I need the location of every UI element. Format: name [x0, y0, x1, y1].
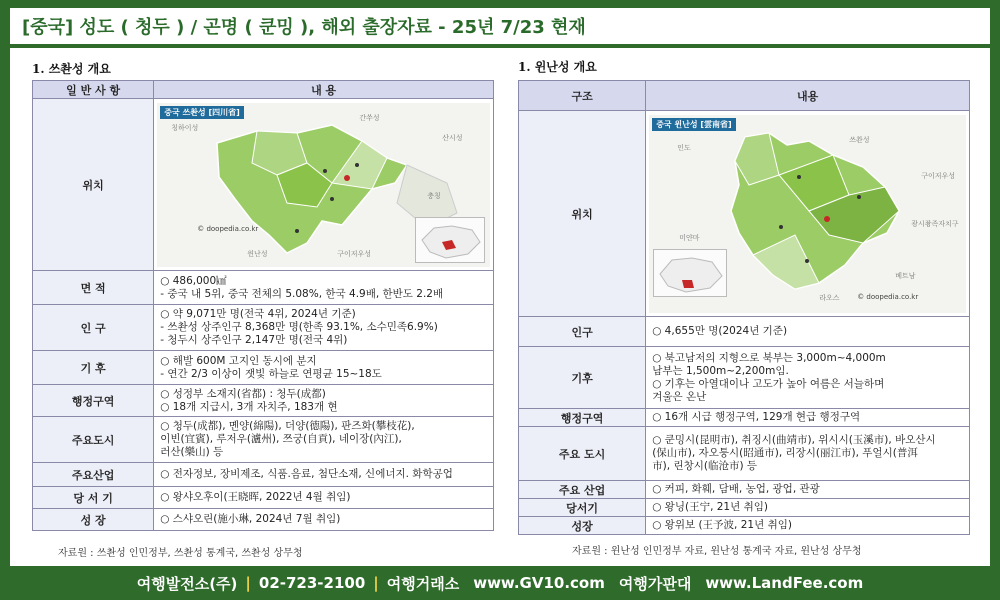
content-line: 이빈(宜賓), 루저우(瀘州), 쯔궁(自貢), 네이장(內江), — [160, 433, 402, 445]
content-line: ○ 청두(成都), 몐양(綿陽), 더양(德陽), 판즈화(攀枝花), — [160, 420, 415, 432]
row-content — [646, 317, 970, 347]
content-line: ○ 18개 지급시, 3개 자치주, 183개 현 — [160, 400, 338, 413]
table-row — [33, 487, 494, 509]
content-line: 市), 린창시(临沧市) 등 — [652, 460, 758, 472]
content-line: 러산(樂山) 등 — [160, 446, 224, 458]
content-line: 남부는 1,500m~2,200m임. — [652, 364, 789, 377]
content-line: (保山市), 자오퉁시(昭通市), 리장시(丽江市), 푸얼시(普洱 — [652, 447, 918, 459]
footer-separator: | — [245, 574, 251, 592]
map-label: 광시좡족자치구 — [911, 219, 959, 228]
yunnan-map-cell — [646, 111, 970, 317]
footer-market-url[interactable]: www.LandFee.com — [705, 574, 864, 592]
row-label: 성 장 — [33, 509, 154, 531]
sichuan-table — [32, 80, 494, 531]
table-row — [33, 385, 494, 417]
row-content — [154, 417, 494, 463]
table-row — [519, 409, 970, 427]
yunnan-map — [649, 115, 966, 313]
row-label: 당 서 기 — [33, 487, 154, 509]
content-line: ○ 해발 600M 고지인 동시에 분지 — [160, 354, 317, 367]
content-line: ○ 왕샤오후이(王晓晖, 2022년 4월 취임) — [160, 491, 351, 503]
footer-phone: 02-723-2100 — [258, 574, 366, 592]
map-label: 미얀마 — [679, 233, 700, 242]
document-page — [10, 48, 990, 566]
content-line: 겨울은 온난 — [652, 390, 707, 403]
map-label: 윈난성 — [247, 249, 268, 258]
yunnan-table — [518, 80, 970, 535]
yunnan-header-col1: 구조 — [519, 81, 646, 111]
row-content — [646, 517, 970, 535]
row-content — [154, 271, 494, 305]
sichuan-header-col2: 내 용 — [154, 81, 494, 99]
row-content — [646, 481, 970, 499]
table-row — [519, 111, 970, 317]
china-inset-graphic — [654, 250, 728, 298]
content-line: ○ 약 9,071만 명(전국 4위, 2024년 기준) — [160, 308, 356, 320]
table-row — [33, 509, 494, 531]
row-label: 주요산업 — [33, 463, 154, 487]
row-content — [646, 347, 970, 409]
row-label: 인 구 — [33, 305, 154, 351]
yunnan-header-col2: 내용 — [646, 81, 970, 111]
content-line: ○ 왕닝(王宁, 21년 취임) — [652, 501, 768, 513]
left-section-title: 1. 쓰촨성 개요 — [32, 62, 111, 76]
content-line: ○ 4,655만 명(2024년 기준) — [652, 325, 788, 337]
map-label: 산시성 — [442, 133, 463, 142]
footer-exchange: 여행거래소 — [386, 574, 460, 593]
footer-exchange-url[interactable]: www.GV10.com — [473, 574, 605, 592]
content-line: ○ 기후는 아열대이나 고도가 높아 여름은 서늘하며 — [652, 377, 885, 390]
row-content — [646, 499, 970, 517]
map-label: 쓰촨성 — [849, 135, 870, 144]
map-label: 충칭 — [427, 191, 441, 200]
yunnan-source: 자료원 : 윈난성 인민정부 자료, 윈난성 통계국 자료, 윈난성 상무청 — [572, 546, 862, 557]
sichuan-map — [157, 103, 490, 267]
row-label: 행정구역 — [519, 409, 646, 427]
map-label: 칭하이성 — [171, 123, 199, 132]
sichuan-map-cell — [154, 99, 494, 271]
footer-bar — [0, 566, 1000, 600]
table-row — [33, 271, 494, 305]
row-label: 위치 — [33, 99, 154, 271]
footer-company: 여행발전소(주) — [136, 574, 238, 593]
row-label: 면 적 — [33, 271, 154, 305]
table-row — [519, 347, 970, 409]
content-line: ○ 쿤밍시(昆明市), 취징시(曲靖市), 위시시(玉溪市), 바오산시 — [652, 434, 936, 446]
content-line: ○ 왕위보 (王予波, 21년 취임) — [652, 519, 792, 531]
row-label: 성장 — [519, 517, 646, 535]
table-row — [33, 463, 494, 487]
content-line: ○ 486,000㎢ — [160, 274, 227, 287]
content-line: ○ 북고남저의 지형으로 북부는 3,000m~4,000m — [652, 351, 886, 364]
row-content — [154, 305, 494, 351]
map-label: 구이저우성 — [921, 171, 955, 180]
table-row — [33, 417, 494, 463]
table-row — [33, 351, 494, 385]
yunnan-map-credit: © doopedia.co.kr — [857, 292, 919, 301]
sichuan-map-caption: 중국 쓰촨성 [四川省] — [160, 106, 244, 119]
row-label: 당서기 — [519, 499, 646, 517]
row-label: 주요 산업 — [519, 481, 646, 499]
china-inset-map — [653, 249, 727, 297]
table-row — [519, 517, 970, 535]
row-content — [154, 385, 494, 417]
row-label: 행정구역 — [33, 385, 154, 417]
row-label: 기 후 — [33, 351, 154, 385]
content-line: - 중국 내 5위, 중국 전체의 5.08%, 한국 4.9배, 한반도 2.2배 — [160, 287, 444, 300]
page-title: [중국] 성도 ( 청두 ) / 곤명 ( 쿤밍 ), 해외 출장자료 - 25년 7/23 현재 — [22, 17, 586, 38]
right-section-title: 1. 윈난성 개요 — [518, 60, 597, 74]
row-label: 기후 — [519, 347, 646, 409]
china-inset-map — [415, 217, 485, 263]
row-label: 주요도시 — [33, 417, 154, 463]
sichuan-source: 자료원 : 쓰촨성 인민정부, 쓰촨성 통계국, 쓰촨성 상무청 — [58, 548, 303, 559]
map-label: 인도 — [677, 143, 691, 152]
row-content — [154, 509, 494, 531]
content-line: ○ 전자정보, 장비제조, 식품.음료, 첨단소재, 신에너지. 화학공업 — [160, 468, 453, 480]
table-row — [519, 317, 970, 347]
row-label: 위치 — [519, 111, 646, 317]
row-label: 인구 — [519, 317, 646, 347]
row-label: 주요 도시 — [519, 427, 646, 481]
table-row — [33, 305, 494, 351]
row-content — [154, 463, 494, 487]
china-inset-graphic — [416, 218, 486, 264]
content-line: - 쓰촨성 상주인구 8,368만 명(한족 93.1%, 소수민족6.9%) — [160, 321, 438, 333]
map-label: 간쑤성 — [359, 113, 380, 122]
row-content — [154, 487, 494, 509]
content-line: ○ 커피, 화훼, 담배, 농업, 광업, 관광 — [652, 483, 820, 495]
title-bar — [10, 8, 990, 44]
table-row — [33, 99, 494, 271]
content-line: ○ 스샤오린(施小琳, 2024년 7월 취임) — [160, 513, 341, 525]
map-label: 라오스 — [819, 293, 840, 302]
sichuan-header-col1: 일 반 사 항 — [33, 81, 154, 99]
content-line: - 연간 2/3 이상이 잿빛 하늘로 연평균 15~18도 — [160, 367, 382, 380]
content-line: ○ 성정부 소재지(省都) : 청두(成都) — [160, 387, 326, 400]
footer-market: 여행가판대 — [618, 574, 692, 593]
row-content — [646, 427, 970, 481]
map-label: 베트남 — [895, 271, 916, 280]
content-line: ○ 16개 시급 행정구역, 129개 현급 행정구역 — [652, 411, 861, 423]
table-row — [519, 499, 970, 517]
table-row — [519, 427, 970, 481]
row-content — [154, 351, 494, 385]
yunnan-map-caption: 중국 윈난성 [雲南省] — [652, 118, 736, 131]
row-content — [646, 409, 970, 427]
footer-separator: | — [373, 574, 379, 592]
content-line: - 청두시 상주인구 2,147만 명(전국 4위) — [160, 334, 348, 346]
map-label: 구이저우성 — [337, 249, 372, 258]
sichuan-map-credit: © doopedia.co.kr — [197, 224, 259, 233]
table-row — [519, 481, 970, 499]
